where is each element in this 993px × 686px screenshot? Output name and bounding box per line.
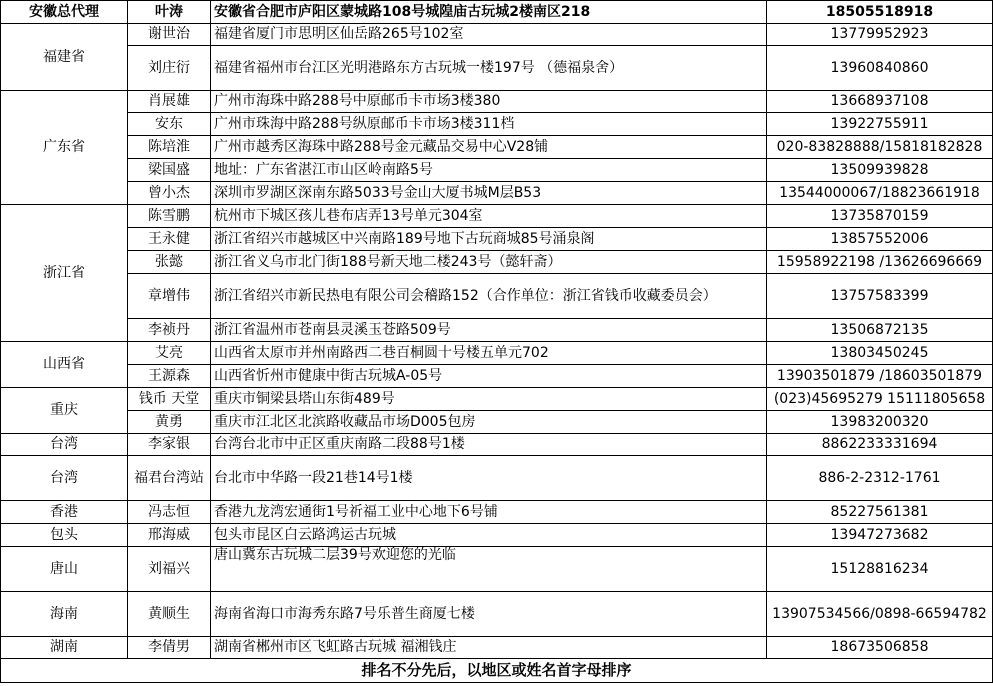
header-row (1, 1, 993, 24)
address-cell: 重庆市江北区北滨路收藏品市场D005包房 (211, 411, 767, 434)
region-cell: 重庆 (1, 388, 128, 434)
address-cell: 广州市珠海中路288号纵原邮币卡市场3楼311档 (211, 113, 767, 136)
table-row (1, 274, 993, 319)
footer-note: 排名不分先后，以地区或姓名首字母排序 (1, 659, 993, 683)
region-cell: 浙江省 (1, 205, 128, 342)
address-cell: 重庆市铜梁县塔山东街489号 (211, 388, 767, 411)
region-cell: 湖南 (1, 637, 128, 659)
table-row (1, 592, 993, 637)
region-cell: 台湾 (1, 456, 128, 501)
phone-cell: 13903501879 /18603501879 (767, 365, 993, 388)
phone-cell: 8862233331694 (767, 434, 993, 456)
table-row (1, 113, 993, 136)
header-address: 安徽省合肥市庐阳区蒙城路108号城隍庙古玩城2楼南区218 (211, 1, 767, 24)
address-cell: 福建省厦门市思明区仙岳路265号102室 (211, 24, 767, 46)
agent-table-body (1, 1, 993, 683)
name-cell: 刘庄衍 (128, 46, 211, 91)
phone-cell: 18673506858 (767, 637, 993, 659)
address-cell: 台北市中华路一段21巷14号1楼 (211, 456, 767, 501)
phone-cell: 13735870159 (767, 205, 993, 228)
table-row (1, 159, 993, 182)
name-cell: 曾小杰 (128, 182, 211, 205)
table-row (1, 24, 993, 46)
phone-cell: (023)45695279 15111805658 (767, 388, 993, 411)
name-cell: 王永健 (128, 228, 211, 251)
phone-cell: 85227561381 (767, 501, 993, 524)
phone-cell: 13922755911 (767, 113, 993, 136)
table-row (1, 365, 993, 388)
name-cell: 黄顺生 (128, 592, 211, 637)
name-cell: 李家银 (128, 434, 211, 456)
name-cell: 肖展雄 (128, 91, 211, 113)
name-cell: 王源森 (128, 365, 211, 388)
header-region: 安徽总代理 (1, 1, 128, 24)
phone-cell: 13907534566/0898-66594782 (767, 592, 993, 637)
name-cell: 李倩男 (128, 637, 211, 659)
table-row (1, 547, 993, 592)
phone-cell: 13779952923 (767, 24, 993, 46)
table-row (1, 136, 993, 159)
address-cell: 浙江省义乌市北门街188号新天地二楼243号（懿轩斋） (211, 251, 767, 274)
phone-cell: 13857552006 (767, 228, 993, 251)
address-cell: 湖南省郴州市区飞虹路古玩城 福湘钱庄 (211, 637, 767, 659)
region-cell: 山西省 (1, 342, 128, 388)
phone-cell: 13983200320 (767, 411, 993, 434)
address-cell: 浙江省温州市苍南县灵溪玉苍路509号 (211, 319, 767, 342)
address-cell: 杭州市下城区孩儿巷布店弄13号单元304室 (211, 205, 767, 228)
phone-cell: 15128816234 (767, 547, 993, 592)
region-cell: 海南 (1, 592, 128, 637)
table-row (1, 91, 993, 113)
table-row (1, 637, 993, 659)
footer-row (1, 659, 993, 683)
table-row (1, 46, 993, 91)
table-row (1, 501, 993, 524)
name-cell: 艾亮 (128, 342, 211, 365)
region-cell: 包头 (1, 524, 128, 547)
address-cell: 地址：广东省湛江市山区岭南路5号 (211, 159, 767, 182)
address-cell: 广州市越秀区海珠中路288号金元藏品交易中心V28铺 (211, 136, 767, 159)
table-row (1, 205, 993, 228)
name-cell: 邢海威 (128, 524, 211, 547)
address-cell: 海南省海口市海秀东路7号乐普生商厦七楼 (211, 592, 767, 637)
table-row (1, 182, 993, 205)
address-cell: 山西省忻州市健康中街古玩城A-05号 (211, 365, 767, 388)
name-cell: 安东 (128, 113, 211, 136)
phone-cell: 13668937108 (767, 91, 993, 113)
phone-cell: 13509939828 (767, 159, 993, 182)
name-cell: 章增伟 (128, 274, 211, 319)
phone-cell: 886-2-2312-1761 (767, 456, 993, 501)
name-cell: 梁国盛 (128, 159, 211, 182)
table-row (1, 411, 993, 434)
header-phone: 18505518918 (767, 1, 993, 24)
table-row (1, 251, 993, 274)
address-cell: 香港九龙湾宏通街1号祈福工业中心地下6号铺 (211, 501, 767, 524)
table-row (1, 228, 993, 251)
phone-cell: 13544000067/18823661918 (767, 182, 993, 205)
address-cell: 包头市昆区白云路鸿运古玩城 (211, 524, 767, 547)
phone-cell: 020-83828888/15818182828 (767, 136, 993, 159)
table-row (1, 524, 993, 547)
phone-cell: 13947273682 (767, 524, 993, 547)
phone-cell: 13506872135 (767, 319, 993, 342)
name-cell: 谢世治 (128, 24, 211, 46)
table-row (1, 342, 993, 365)
region-cell: 台湾 (1, 434, 128, 456)
name-cell: 福君台湾站 (128, 456, 211, 501)
name-cell: 李祯丹 (128, 319, 211, 342)
name-cell: 刘福兴 (128, 547, 211, 592)
phone-cell: 13757583399 (767, 274, 993, 319)
region-cell: 广东省 (1, 91, 128, 205)
name-cell: 陈雪鹏 (128, 205, 211, 228)
phone-cell: 13960840860 (767, 46, 993, 91)
name-cell: 陈培淮 (128, 136, 211, 159)
name-cell: 冯志恒 (128, 501, 211, 524)
address-cell: 山西省太原市并州南路西二巷百桐圆十号楼五单元702 (211, 342, 767, 365)
header-name: 叶涛 (128, 1, 211, 24)
name-cell: 张懿 (128, 251, 211, 274)
region-cell: 香港 (1, 501, 128, 524)
address-cell: 唐山冀东古玩城二层39号欢迎您的光临 (211, 547, 767, 592)
phone-cell: 15958922198 /13626696669 (767, 251, 993, 274)
table-row (1, 456, 993, 501)
phone-cell: 13803450245 (767, 342, 993, 365)
region-cell: 福建省 (1, 24, 128, 91)
address-cell: 浙江省绍兴市越城区中兴南路189号地下古玩商城85号涌泉阁 (211, 228, 767, 251)
table-row (1, 388, 993, 411)
address-cell: 广州市海珠中路288号中原邮币卡市场3楼380 (211, 91, 767, 113)
name-cell: 黄勇 (128, 411, 211, 434)
table-row (1, 434, 993, 456)
address-cell: 台湾台北市中正区重庆南路二段88号1楼 (211, 434, 767, 456)
name-cell: 钱币 天堂 (128, 388, 211, 411)
address-cell: 福建省福州市台江区光明港路东方古玩城一楼197号 （德福泉舍） (211, 46, 767, 91)
table-row (1, 319, 993, 342)
region-cell: 唐山 (1, 547, 128, 592)
address-cell: 深圳市罗湖区深南东路5033号金山大厦书城M层B53 (211, 182, 767, 205)
address-cell: 浙江省绍兴市新民热电有限公司会稽路152（合作单位：浙江省钱币收藏委员会） (211, 274, 767, 319)
